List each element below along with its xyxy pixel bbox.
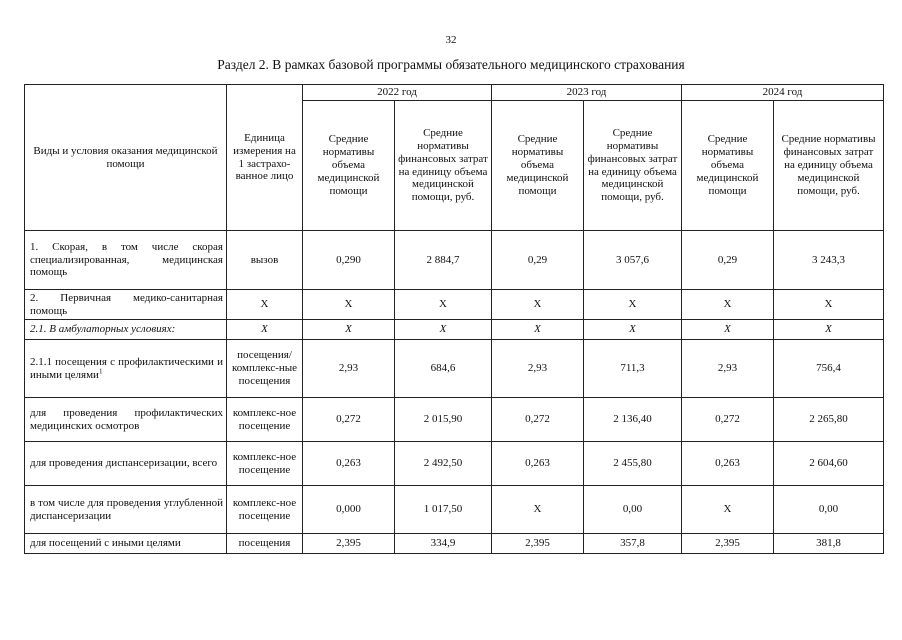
- header-year-2022: 2022 год: [303, 85, 492, 101]
- cell-cost-2023: 2 455,80: [584, 442, 682, 486]
- section-title: Раздел 2. В рамках базовой программы обязательного медицинского страхования: [217, 57, 685, 72]
- row-unit: X: [227, 320, 303, 340]
- cell-cost-2023: 357,8: [584, 534, 682, 554]
- header-kind: Виды и условия оказания медицинской помощи: [25, 85, 227, 231]
- cell-cost-2024: 381,8: [774, 534, 884, 554]
- table-row: [25, 486, 884, 534]
- cell-volume-2023: X: [492, 290, 584, 320]
- cell-volume-2023: 0,272: [492, 398, 584, 442]
- cell-volume-2023: X: [492, 320, 584, 340]
- cell-cost-2023: 2 136,40: [584, 398, 682, 442]
- table-row: [25, 231, 884, 290]
- cell-volume-2022: 0,000: [303, 486, 395, 534]
- header-year-2024: 2024 год: [682, 85, 884, 101]
- cell-volume-2022: 2,93: [303, 340, 395, 398]
- footnote-marker: 1: [98, 366, 103, 375]
- cell-cost-2024: 756,4: [774, 340, 884, 398]
- cell-cost-2022: 334,9: [395, 534, 492, 554]
- row-label: для проведения диспансеризации, всего: [25, 442, 227, 486]
- header-cost-2023: Средние нормативы финансовых затрат на единицу объема медицинской помощи, руб.: [584, 101, 682, 231]
- cell-cost-2024: X: [774, 290, 884, 320]
- page-number: 32: [445, 34, 457, 46]
- cell-volume-2024: 0,29: [682, 231, 774, 290]
- cell-volume-2022: 2,395: [303, 534, 395, 554]
- cell-volume-2022: 0,272: [303, 398, 395, 442]
- cell-cost-2022: X: [395, 290, 492, 320]
- header-volume-2024: Средние нормативы объема медицинской помощи: [682, 101, 774, 231]
- standards-table: [24, 84, 884, 554]
- table-row: [25, 320, 884, 340]
- row-unit: посещения/ комплекс-ные посещения: [227, 340, 303, 398]
- row-label: в том числе для проведения углубленной диспансеризации: [25, 486, 227, 534]
- cell-volume-2024: X: [682, 320, 774, 340]
- cell-cost-2022: 2 015,90: [395, 398, 492, 442]
- row-unit: посещения: [227, 534, 303, 554]
- header-cost-2024: Средние нормативы финансовых затрат на единицу объема медицинской помощи, руб.: [774, 101, 884, 231]
- row-unit: комплекс-ное посещение: [227, 486, 303, 534]
- table-row: [25, 398, 884, 442]
- cell-cost-2023: X: [584, 290, 682, 320]
- cell-cost-2022: 2 492,50: [395, 442, 492, 486]
- table-row: [25, 442, 884, 486]
- row-label: [25, 340, 227, 398]
- cell-volume-2023: X: [492, 486, 584, 534]
- cell-cost-2023: 0,00: [584, 486, 682, 534]
- cell-cost-2022: X: [395, 320, 492, 340]
- row-label: 2.1. В амбулаторных условиях:: [25, 320, 227, 340]
- cell-cost-2024: 2 604,60: [774, 442, 884, 486]
- cell-volume-2024: X: [682, 486, 774, 534]
- cell-cost-2023: 3 057,6: [584, 231, 682, 290]
- row-unit: комплекс-ное посещение: [227, 442, 303, 486]
- row-unit: вызов: [227, 231, 303, 290]
- header-row-years: [25, 85, 884, 101]
- table-row: [25, 340, 884, 398]
- row-unit: комплекс-ное посещение: [227, 398, 303, 442]
- row-label: для посещений с иными целями: [25, 534, 227, 554]
- cell-cost-2024: 3 243,3: [774, 231, 884, 290]
- cell-volume-2024: X: [682, 290, 774, 320]
- row-label-text: 2.1.1 посещения с профилактическими и иными целями: [30, 355, 223, 381]
- cell-volume-2023: 0,263: [492, 442, 584, 486]
- cell-volume-2024: 2,395: [682, 534, 774, 554]
- row-unit: X: [227, 290, 303, 320]
- cell-volume-2023: 2,93: [492, 340, 584, 398]
- cell-cost-2024: 2 265,80: [774, 398, 884, 442]
- cell-volume-2023: 2,395: [492, 534, 584, 554]
- cell-volume-2022: X: [303, 320, 395, 340]
- header-year-2023: 2023 год: [492, 85, 682, 101]
- cell-volume-2022: X: [303, 290, 395, 320]
- header-volume-2022: Средние нормативы объема медицинской помощи: [303, 101, 395, 231]
- cell-cost-2024: 0,00: [774, 486, 884, 534]
- cell-volume-2022: 0,290: [303, 231, 395, 290]
- cell-volume-2024: 2,93: [682, 340, 774, 398]
- cell-cost-2022: 1 017,50: [395, 486, 492, 534]
- row-label: для проведения профилактических медицинских осмотров: [25, 398, 227, 442]
- cell-cost-2023: 711,3: [584, 340, 682, 398]
- header-volume-2023: Средние нормативы объема медицинской помощи: [492, 101, 584, 231]
- row-label: 2. Первичная медико-санитарная помощь: [25, 290, 227, 320]
- row-label: 1. Скорая, в том числе скорая специализированная, медицинская помощь: [25, 231, 227, 290]
- cell-volume-2024: 0,272: [682, 398, 774, 442]
- header-cost-2022: Средние нормативы финансовых затрат на единицу объема медицинской помощи, руб.: [395, 101, 492, 231]
- table-row: [25, 534, 884, 554]
- cell-cost-2024: X: [774, 320, 884, 340]
- cell-volume-2024: 0,263: [682, 442, 774, 486]
- cell-volume-2022: 0,263: [303, 442, 395, 486]
- cell-cost-2022: 684,6: [395, 340, 492, 398]
- cell-volume-2023: 0,29: [492, 231, 584, 290]
- cell-cost-2023: X: [584, 320, 682, 340]
- cell-cost-2022: 2 884,7: [395, 231, 492, 290]
- table-row: [25, 290, 884, 320]
- header-unit: Единица измерения на 1 застрахо-ванное лицо: [227, 85, 303, 231]
